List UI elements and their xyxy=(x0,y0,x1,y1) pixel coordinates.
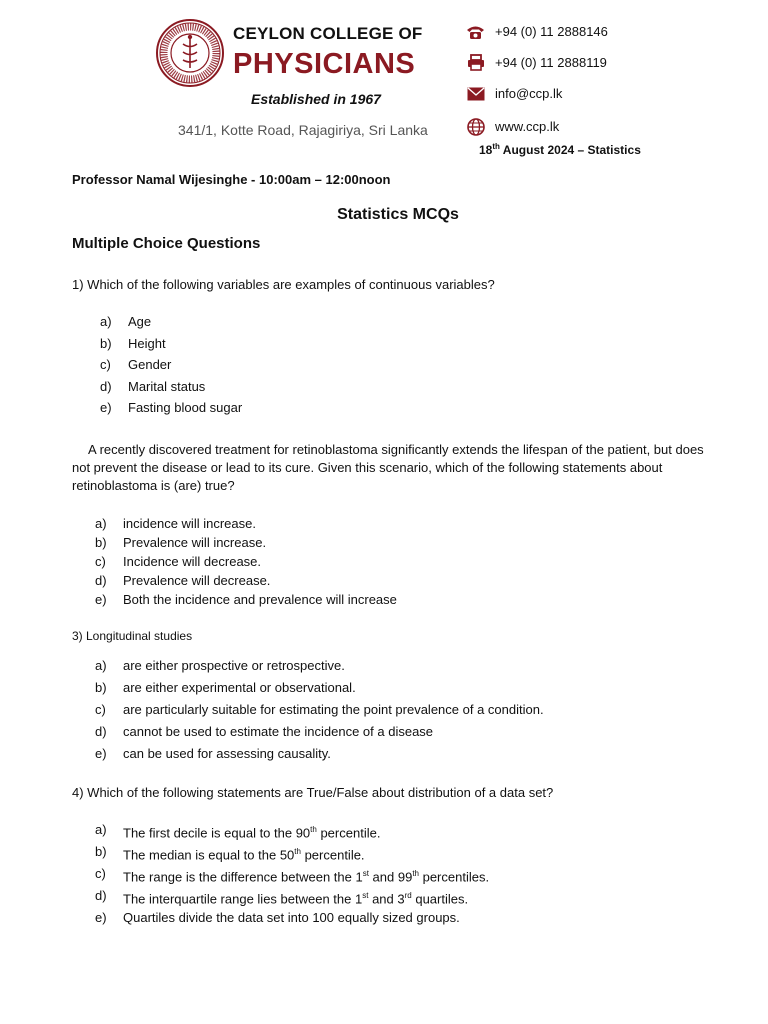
option-label: c) xyxy=(95,702,106,717)
option-item xyxy=(95,887,489,909)
option-item xyxy=(95,679,544,701)
option-item xyxy=(100,356,242,378)
date-day: 18 xyxy=(479,143,493,157)
question-2-text xyxy=(72,441,712,495)
option-label: c) xyxy=(95,554,106,569)
option-text: Gender xyxy=(128,357,172,373)
option-text: Fasting blood sugar xyxy=(128,400,243,416)
option-text: Quartiles divide the data set into 100 equally sized groups. xyxy=(123,910,460,925)
option-text: are particularly suitable for estimating the point prevalence of a condition. xyxy=(123,702,544,717)
option-text: The interquartile range lies between the 1st and 3rd quartiles. xyxy=(123,891,469,907)
option-text: Marital status xyxy=(128,378,206,394)
globe-icon xyxy=(466,117,485,136)
envelope-icon xyxy=(466,84,485,103)
option-label: b) xyxy=(95,844,107,859)
date-rest: August 2024 – Statistics xyxy=(499,143,641,157)
email-contact[interactable] xyxy=(466,84,562,103)
college-name-line1: CEYLON COLLEGE OF xyxy=(233,24,423,43)
option-label: d) xyxy=(100,378,112,394)
option-label: e) xyxy=(95,910,107,925)
option-item xyxy=(95,701,544,723)
question-2-body: A recently discovered treatment for retinoblastoma significantly extends the lifespan of the patient, but does not prevent the disease or lead to its cure. Given this scenario, which of the following statements about retinoblastoma is (are) true? xyxy=(72,442,704,493)
option-item xyxy=(100,399,242,421)
option-text: Both the incidence and prevalence will increase xyxy=(123,592,397,607)
question-4-options xyxy=(95,821,489,931)
option-item xyxy=(100,313,242,335)
option-text: are either experimental or observational. xyxy=(123,680,356,695)
phone-contact xyxy=(466,22,608,41)
option-label: d) xyxy=(95,888,107,903)
option-label: d) xyxy=(95,573,107,588)
option-label: a) xyxy=(95,516,107,531)
question-1-options xyxy=(100,313,242,421)
option-text: Height xyxy=(128,335,166,351)
email-address[interactable]: info@ccp.lk xyxy=(495,86,563,101)
option-text: cannot be used to estimate the incidence of a disease xyxy=(123,724,434,739)
option-item xyxy=(95,553,397,572)
page-title: Statistics MCQs xyxy=(337,206,459,223)
option-item xyxy=(95,572,397,591)
question-3-text: 3) Longitudinal studies xyxy=(72,629,193,643)
fax-number: +94 (0) 11 2888119 xyxy=(495,55,607,70)
option-text: The first decile is equal to the 90th percentile. xyxy=(123,825,381,841)
option-text: Prevalence will increase. xyxy=(123,535,267,550)
option-item xyxy=(100,378,242,400)
option-text: Age xyxy=(128,314,152,329)
session-date xyxy=(479,142,641,157)
option-item xyxy=(95,909,489,931)
option-label: e) xyxy=(100,400,112,416)
option-item xyxy=(95,657,544,679)
option-item xyxy=(95,534,397,553)
college-address: 341/1, Kotte Road, Rajagiriya, Sri Lanka xyxy=(178,122,428,138)
question-1-text: 1) Which of the following variables are examples of continuous variables? xyxy=(72,277,495,292)
option-label: c) xyxy=(95,866,106,881)
established-text: Established in 1967 xyxy=(251,91,381,107)
fax-printer-icon xyxy=(466,53,485,72)
option-item xyxy=(95,865,489,887)
option-label: b) xyxy=(95,680,107,695)
option-item xyxy=(95,745,544,767)
option-item xyxy=(100,335,242,357)
option-text: The median is equal to the 50th percentile. xyxy=(123,847,365,863)
option-label: a) xyxy=(95,658,107,673)
question-2-options xyxy=(95,515,397,610)
option-text: Prevalence will decrease. xyxy=(123,573,271,588)
question-3-options xyxy=(95,657,544,767)
option-text: incidence will increase. xyxy=(123,516,256,531)
option-label: e) xyxy=(95,746,107,761)
college-name-line2: PHYSICIANS xyxy=(233,48,416,80)
option-item xyxy=(95,591,397,610)
option-text: The range is the difference between the 1st and 99th percentiles. xyxy=(123,869,490,885)
option-text: are either prospective or retrospective. xyxy=(123,658,345,673)
college-seal-logo xyxy=(155,18,225,88)
option-item xyxy=(95,821,489,843)
option-label: d) xyxy=(95,724,107,739)
option-item xyxy=(95,515,397,534)
option-label: b) xyxy=(95,535,107,550)
phone-number: +94 (0) 11 2888146 xyxy=(495,24,608,39)
website-url[interactable]: www.ccp.lk xyxy=(495,119,560,134)
telephone-icon xyxy=(466,22,485,41)
option-label: a) xyxy=(95,822,107,837)
website-contact[interactable] xyxy=(466,117,559,136)
option-label: e) xyxy=(95,592,107,607)
option-label: b) xyxy=(100,335,112,351)
option-text: Incidence will decrease. xyxy=(123,554,262,569)
date-suffix: th xyxy=(492,142,500,151)
option-label: a) xyxy=(100,314,112,329)
question-4-text: 4) Which of the following statements are True/False about distribution of a data set? xyxy=(72,785,554,800)
option-item xyxy=(95,843,489,865)
fax-contact xyxy=(466,53,607,72)
option-text: can be used for assessing causality. xyxy=(123,746,331,761)
option-label: c) xyxy=(100,357,111,373)
option-item xyxy=(95,723,544,745)
section-subtitle: Multiple Choice Questions xyxy=(72,235,261,252)
lecturer-line: Professor Namal Wijesinghe - 10:00am – 12:00noon xyxy=(72,172,391,187)
